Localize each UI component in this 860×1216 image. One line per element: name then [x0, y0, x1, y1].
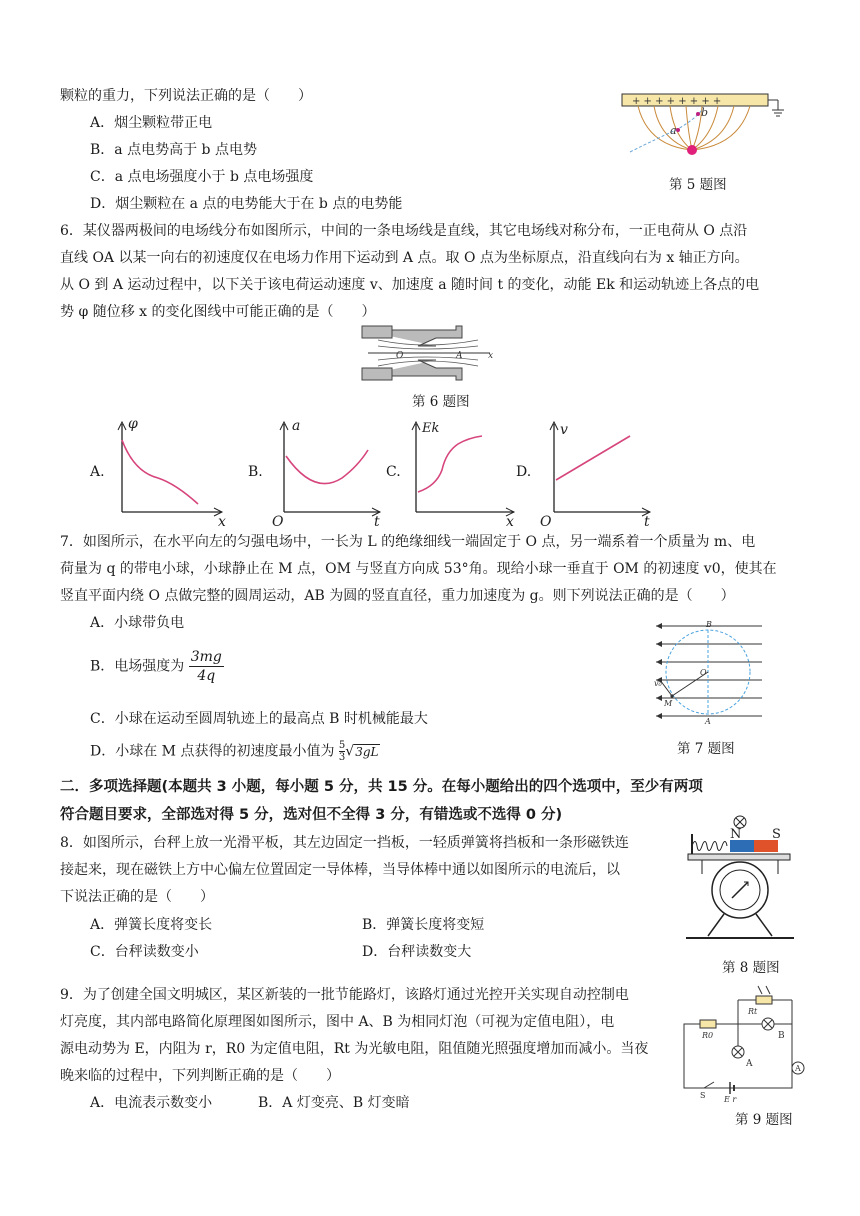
q9-fig-label-a: A — [746, 1059, 753, 1069]
q8-option-a: A．弹簧长度将变长 — [90, 917, 213, 933]
q9-option-b: B．A 灯变亮、B 灯变暗 — [258, 1095, 410, 1111]
q9-fig-meter-label: A — [795, 1064, 801, 1073]
q8-figure — [684, 812, 796, 944]
q6-graph-a-xlabel: x — [218, 514, 226, 530]
q7-line-1: 7．如图所示，在水平向左的匀强电场中，一长为 L 的绝缘细线一端固定于 O 点，另一端系着一个质量为 m、电 — [60, 534, 756, 550]
q8-line-2: 接起来，现在磁铁上方中心偏左位置固定一导体棒，当导体棒中通以如图所示的电流后，以 — [60, 862, 620, 878]
q5-label-b: b — [701, 106, 709, 119]
q9-line-1: 9．为了创建全国文明城区，某区新装的一批节能路灯，该路灯通过光控开关实现自动控制电 — [60, 987, 629, 1003]
q5-figure — [618, 88, 790, 160]
q5-stem-end: 颗粒的重力，下列说法正确的是（ ） — [60, 88, 312, 104]
q8-magnet-n: N — [730, 827, 742, 842]
q7-option-a: A．小球带负电 — [90, 615, 185, 631]
q8-caption: 第 8 题图 — [722, 960, 780, 976]
q6-fig-label-x: x — [488, 351, 494, 361]
q9-line-3: 源电动势为 E，内阻为 r，R0 为定值电阻，Rt 为光敏电阻，阻值随光照强度增加而减小。当夜 — [60, 1041, 649, 1057]
q9-figure — [678, 986, 818, 1104]
q7-fig-label-v0: v₀ — [654, 679, 662, 688]
sqrt-icon: √ — [345, 743, 355, 760]
q7-option-d-prefix: D．小球在 M 点获得的初速度最小值为 — [90, 743, 335, 760]
q6-graph-b — [270, 416, 390, 530]
q6-caption: 第 6 题图 — [412, 394, 470, 410]
q8-magnet-s: S — [772, 827, 781, 842]
q5-option-a: A．烟尘颗粒带正电 — [90, 115, 213, 131]
q6-graph-c-ylabel: Ek — [422, 421, 440, 436]
q7-option-d-radicand: 3gL — [355, 744, 379, 759]
q6-graph-c-letter: C. — [386, 464, 401, 480]
q9-fig-label-er: E r — [724, 1095, 737, 1104]
q9-fig-label-r0: R0 — [702, 1031, 714, 1040]
q9-line-2: 灯亮度，其内部电路简化原理图如图所示，图中 A、B 为相同灯泡（可视为定值电阻），电 — [60, 1014, 615, 1030]
q6-fig-label-o: O — [396, 351, 404, 361]
q8-option-c: C．台秤读数变小 — [90, 944, 199, 960]
q6-line-4: 势 φ 随位移 x 的变化图线中可能正确的是（ ） — [60, 304, 376, 320]
q7-option-c: C．小球在运动至圆周轨迹上的最高点 B 时机械能最大 — [90, 711, 428, 727]
q6-graph-b-xlabel: t — [374, 514, 380, 530]
q6-fig-label-a: A — [456, 351, 463, 361]
q7-option-b-fraction — [189, 648, 224, 685]
q7-fig-label-a: A — [705, 717, 711, 726]
section-2-heading-line-2: 符合题目要求，全部选对得 5 分，选对但不全得 3 分，有错选或不选得 0 分) — [60, 807, 563, 823]
q7-option-b — [90, 648, 224, 685]
q6-graph-d — [540, 416, 660, 530]
q6-graph-b-letter: B. — [248, 464, 263, 480]
q8-option-b: B．弹簧长度将变短 — [362, 917, 485, 933]
q6-graph-a-letter: A. — [90, 464, 105, 480]
q5-option-b: B．a 点电势高于 b 点电势 — [90, 142, 257, 158]
q7-option-b-numerator: 3mg — [190, 649, 222, 665]
q9-caption: 第 9 题图 — [735, 1112, 793, 1128]
q5-option-d: D．烟尘颗粒在 a 点的电势能大于在 b 点的电势能 — [90, 196, 403, 212]
q5-label-a: a — [670, 124, 677, 137]
q7-option-d — [90, 740, 380, 763]
q6-graph-d-xlabel: t — [644, 514, 650, 530]
q6-line-1: 6．某仪器两极间的电场线分布如图所示，中间的一条电场线是直线，其它电场线对称分布，一正电荷从 O 点沿 — [60, 223, 748, 239]
q6-graph-a-ylabel: φ — [128, 416, 138, 432]
section-2-heading-line-1: 二．多项选择题(本题共 3 小题，每小题 5 分，共 15 分。在每小题给出的四个选项中，至少有两项 — [60, 779, 703, 795]
q6-graph-b-origin: O — [272, 514, 284, 530]
q9-option-a: A．电流表示数变小 — [90, 1095, 213, 1111]
q6-graph-c — [406, 416, 526, 530]
q6-line-2: 直线 OA 以某一向右的初速度仅在电场力作用下运动到 A 点。取 O 点为坐标原点，沿直线向右为 x 轴正方向。 — [60, 250, 749, 266]
q6-graph-a — [112, 416, 232, 530]
q6-graph-d-origin: O — [540, 514, 552, 530]
q6-figure — [358, 324, 498, 382]
q6-line-3: 从 O 到 A 运动过程中，以下关于该电荷运动速度 v、加速度 a 随时间 t 的变化，动能 Ek 和运动轨迹上各点的电 — [60, 277, 760, 293]
q7-line-3: 竖直平面内绕 O 点做完整的圆周运动，AB 为圆的竖直直径，重力加速度为 g。则下列说法正确的是（ ） — [60, 588, 735, 604]
q5-option-c: C．a 点电场强度小于 b 点电场强度 — [90, 169, 314, 185]
q9-fig-label-rt: Rt — [748, 1007, 758, 1016]
q8-line-3: 下说法正确的是（ ） — [60, 889, 214, 905]
q7-option-d-numerator: 5 — [338, 740, 346, 751]
q7-fig-label-b: B — [706, 620, 712, 629]
q9-line-4: 晚来临的过程中，下列判断正确的是（ ） — [60, 1068, 340, 1084]
q7-option-b-prefix: B．电场强度为 — [90, 658, 185, 675]
q7-caption: 第 7 题图 — [677, 741, 735, 757]
q7-fig-label-o: O — [700, 668, 707, 677]
q6-graph-c-xlabel: x — [506, 514, 514, 530]
q8-option-d: D．台秤读数变大 — [362, 944, 472, 960]
q6-graph-d-letter: D. — [516, 464, 532, 480]
q7-option-b-denominator: 4q — [197, 668, 216, 684]
q5-caption: 第 5 题图 — [669, 177, 727, 193]
q7-option-d-denominator: 3 — [338, 752, 346, 763]
q8-line-1: 8．如图所示，台秤上放一光滑平板，其左边固定一挡板，一轻质弹簧将挡板和一条形磁铁连 — [60, 835, 629, 851]
q7-line-2: 荷量为 q 的带电小球，小球静止在 M 点，OM 与竖直方向成 53°角。现给小球一垂直于 OM 的初速度 v0，使其在 — [60, 561, 777, 577]
q9-fig-label-b: B — [778, 1031, 785, 1041]
q7-figure — [650, 620, 768, 728]
q7-fig-label-m: M — [664, 699, 673, 708]
q9-fig-label-s: S — [700, 1091, 706, 1100]
q6-graph-b-ylabel: a — [292, 418, 301, 434]
q5-plate-signs: + + + + + + + + — [632, 96, 722, 107]
q6-graph-d-ylabel: v — [560, 422, 568, 438]
